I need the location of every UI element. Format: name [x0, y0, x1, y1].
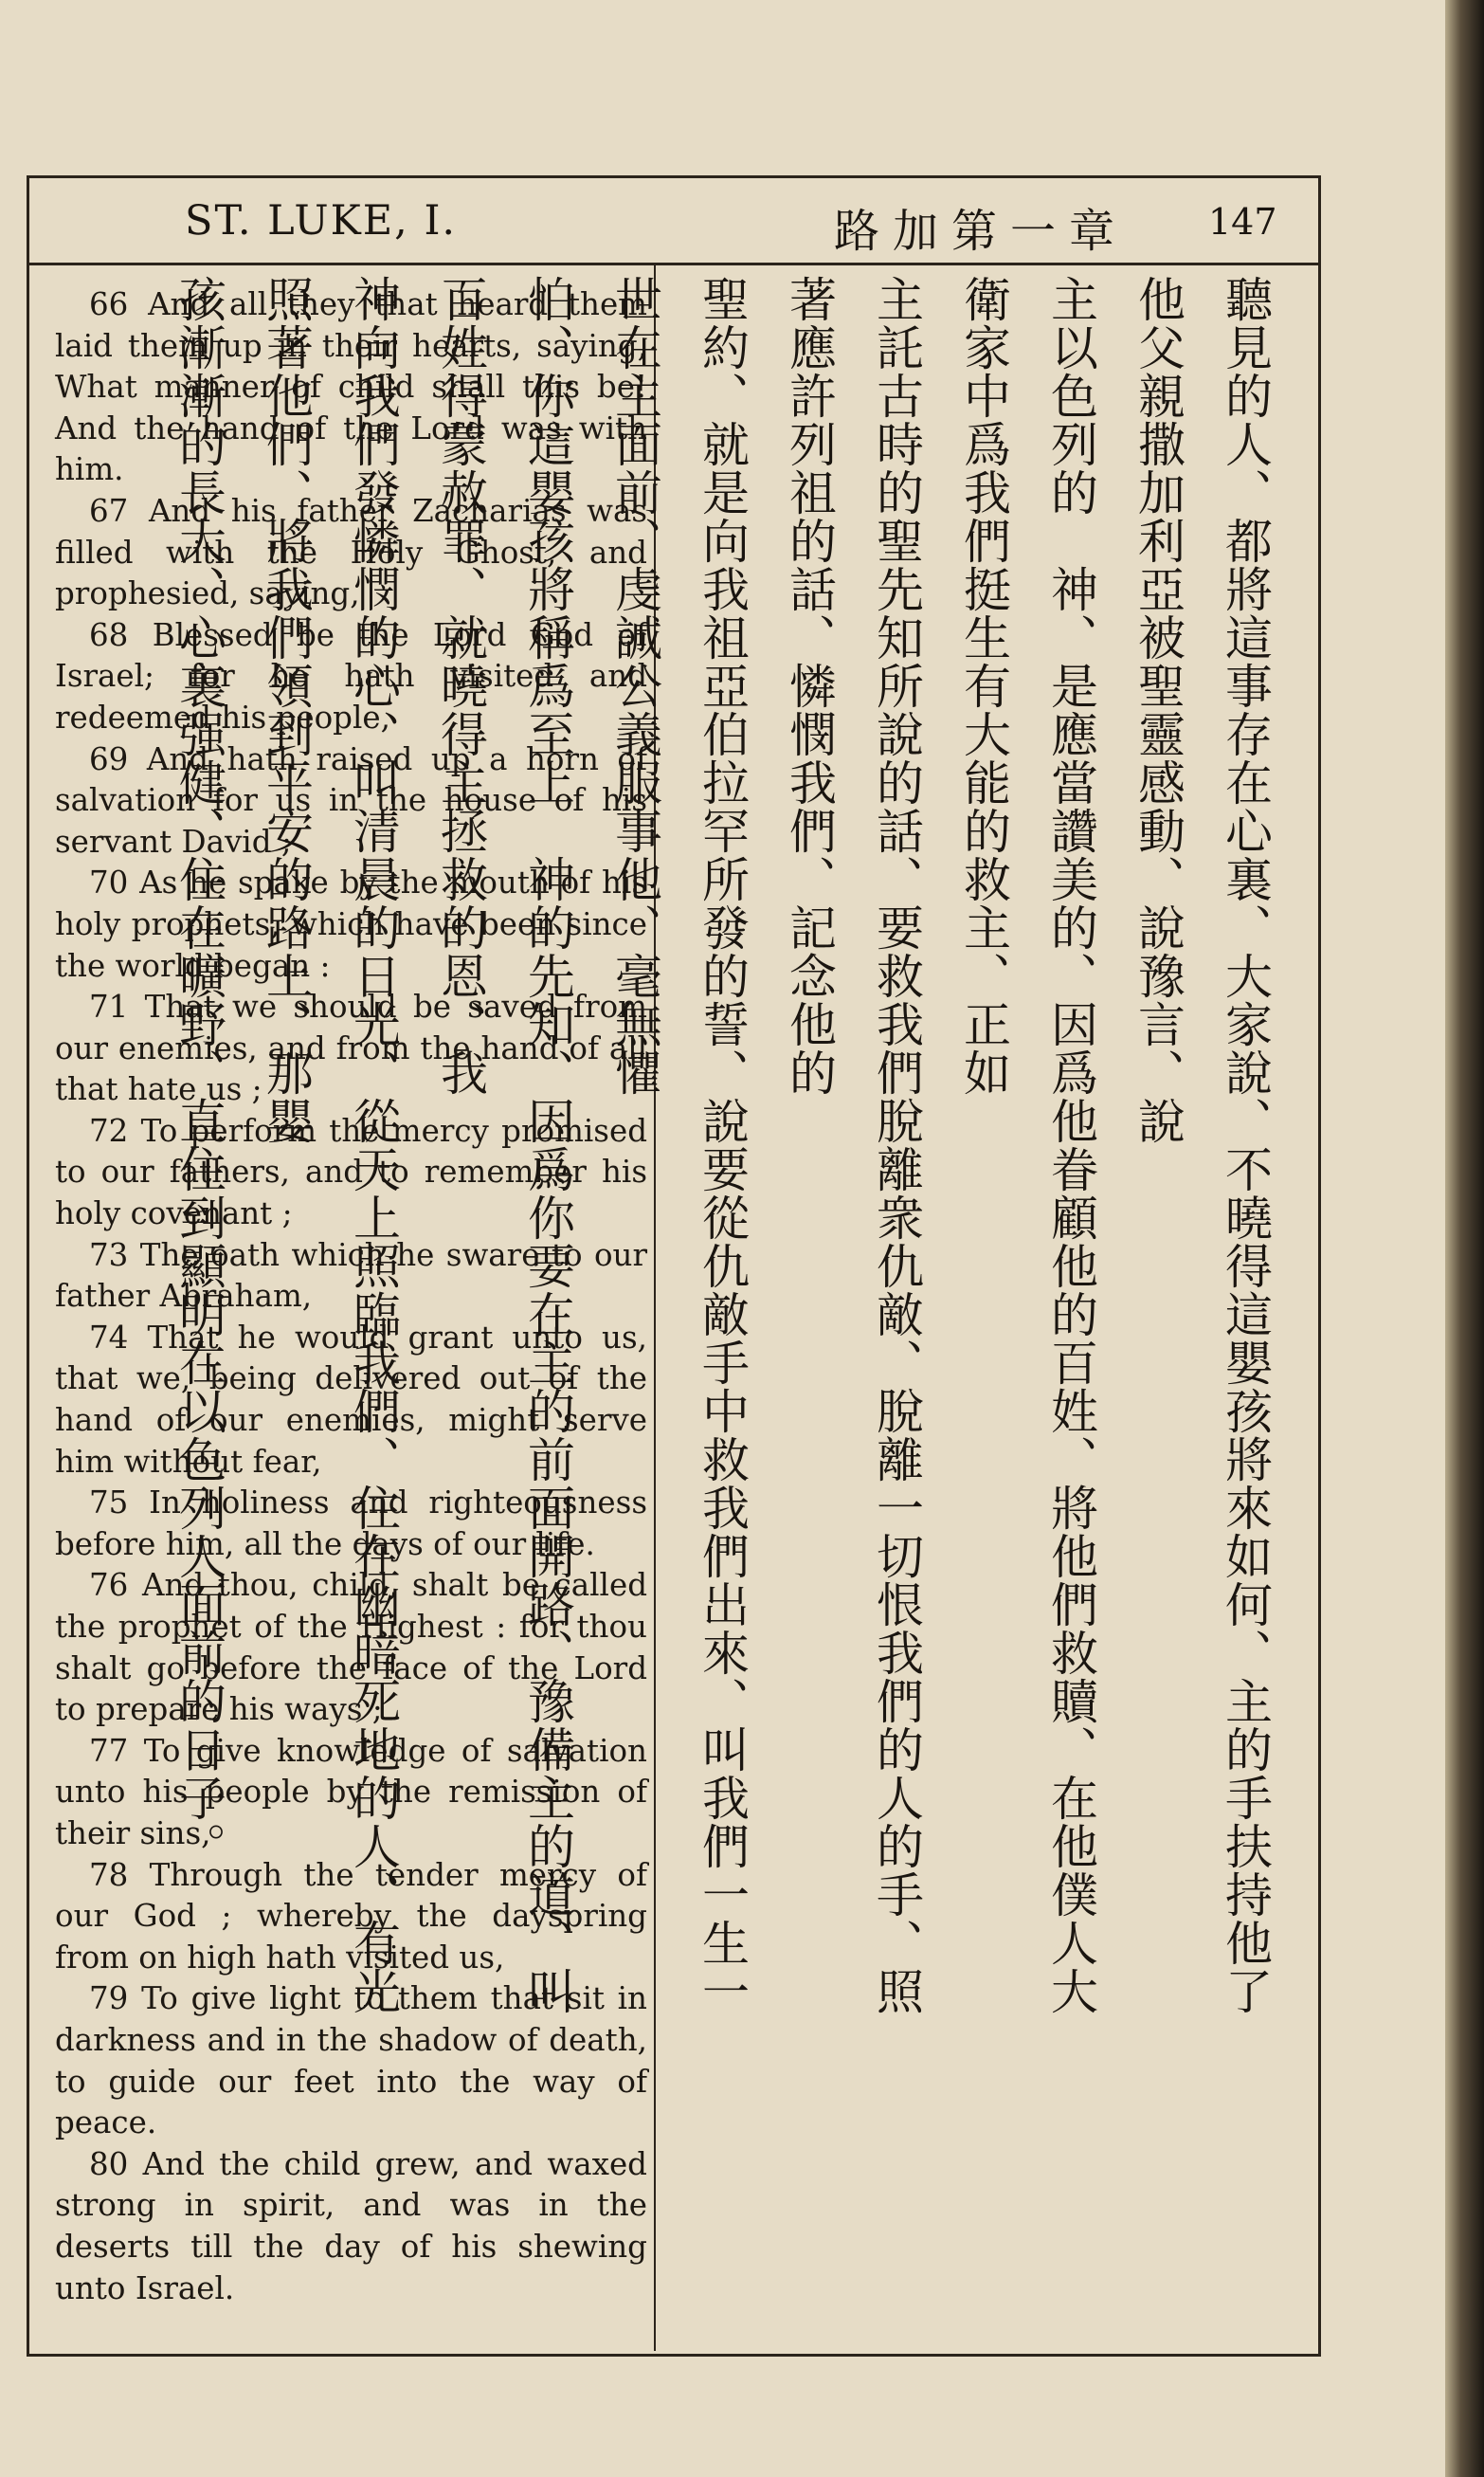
verse-72: 72 To perform the mercy promised to our fathers, and to remember his holy covenant ;: [55, 1112, 647, 1232]
verse-75: 75 In holiness and righteousness before him, all the days of our life.: [55, 1484, 647, 1562]
verse-77: 77 To give knowledge of salvation unto his people by the remission of their sins,: [55, 1732, 647, 1851]
chinese-line: 聖約、就是向我祖亞伯拉罕所發的誓、說要從仇敵手中救我們出來、叫我們一生一世在主面前、虔誠公義服事他、毫無懼: [607, 275, 750, 2015]
verse-69: 69 And hath raised up a horn of salvation for us in the house of his servant David ;: [55, 740, 647, 860]
verse-68: 68 Blessed be the Lord God of Israel; for he hath visited and redeemed his people,: [55, 616, 647, 736]
chinese-line: 主託古時的聖先知所說的話、要救我們脫離衆仇敵、脫離一切恨我們的人的手、照著應許列祖的話、憐憫我們、記念他的: [782, 275, 924, 2015]
verse-73: 73 The oath which he sware to our father Abraham,: [55, 1236, 647, 1315]
verse-67: 67 And his father Zacharias was filled with the Holy Ghost, and prophesied, saying,: [55, 492, 647, 612]
chinese-line: 聽見的人、都將這事存在心裏、大家說、不曉得這嬰孩將來如何、主的手扶持他了他父親撒加利亞被聖靈感動、說豫言、說: [1131, 275, 1273, 2015]
running-head-chinese: 路加第一章: [834, 205, 1129, 258]
verse-76: 76 And thou, child, shalt be called the prophet of the Highest : for thou shalt go before the face of the Lord to prepare his ways ;: [55, 1567, 647, 1728]
verse-78: 78 Through the tender mercy of our God ; whereby the dayspring from on high hath visited us,: [55, 1856, 647, 1976]
verse-74: 74 That he would grant unto us, that we, being delivered out of the hand of our enemies, might serve him without fear,: [55, 1319, 647, 1480]
chinese-line: 主以色列的 神、是應當讚美的、因爲他眷顧他的百姓、將他們救贖、在他僕人大衛家中爲我們挺生有大能的救主、正如: [956, 275, 1098, 2015]
verse-71: 71 That we should be saved from our enemies, and from the hand of all that hate us ;: [55, 989, 647, 1108]
verse-70: 70 As he spake by the mouth of his holy prophets, which have been since the world began :: [55, 865, 647, 984]
running-head-english: ST. LUKE, I.: [185, 197, 458, 245]
chinese-line: 怕、你這嬰孩將稱爲至上 神的先知、因爲你要在主的前面開路、豫備主的道、叫百姓得蒙赦罪、就曉得主拯救的恩、我: [433, 275, 575, 2015]
verse-66: 66 And all they that heard them laid them up in their hearts, saying, What manner of child shall this be! And the hand of the Lord was with him.: [55, 286, 647, 488]
chinese-line: 孩漸漸的長大、心裏强健、住在曠野、直住到顯明在以色列人面前的日子。: [172, 275, 226, 1870]
page-number: 147: [1208, 201, 1277, 243]
header-rule: [27, 263, 1321, 265]
verse-79: 79 To give light to them that sit in darkness and in the shadow of death, to guide our feet into the way of peace.: [55, 1980, 647, 2141]
chinese-line: 神向我們發憐憫的心、叫清晨的日光、從天上照臨我們、住在幽暗死地的人、有光照著他們、將我們領到平安的路上、那嬰: [259, 275, 401, 2015]
verse-80: 80 And the child grew, and waxed strong in spirit, and was in the deserts till the day of his shewing unto Israel.: [55, 2145, 647, 2306]
page-edge: [1445, 0, 1484, 2477]
